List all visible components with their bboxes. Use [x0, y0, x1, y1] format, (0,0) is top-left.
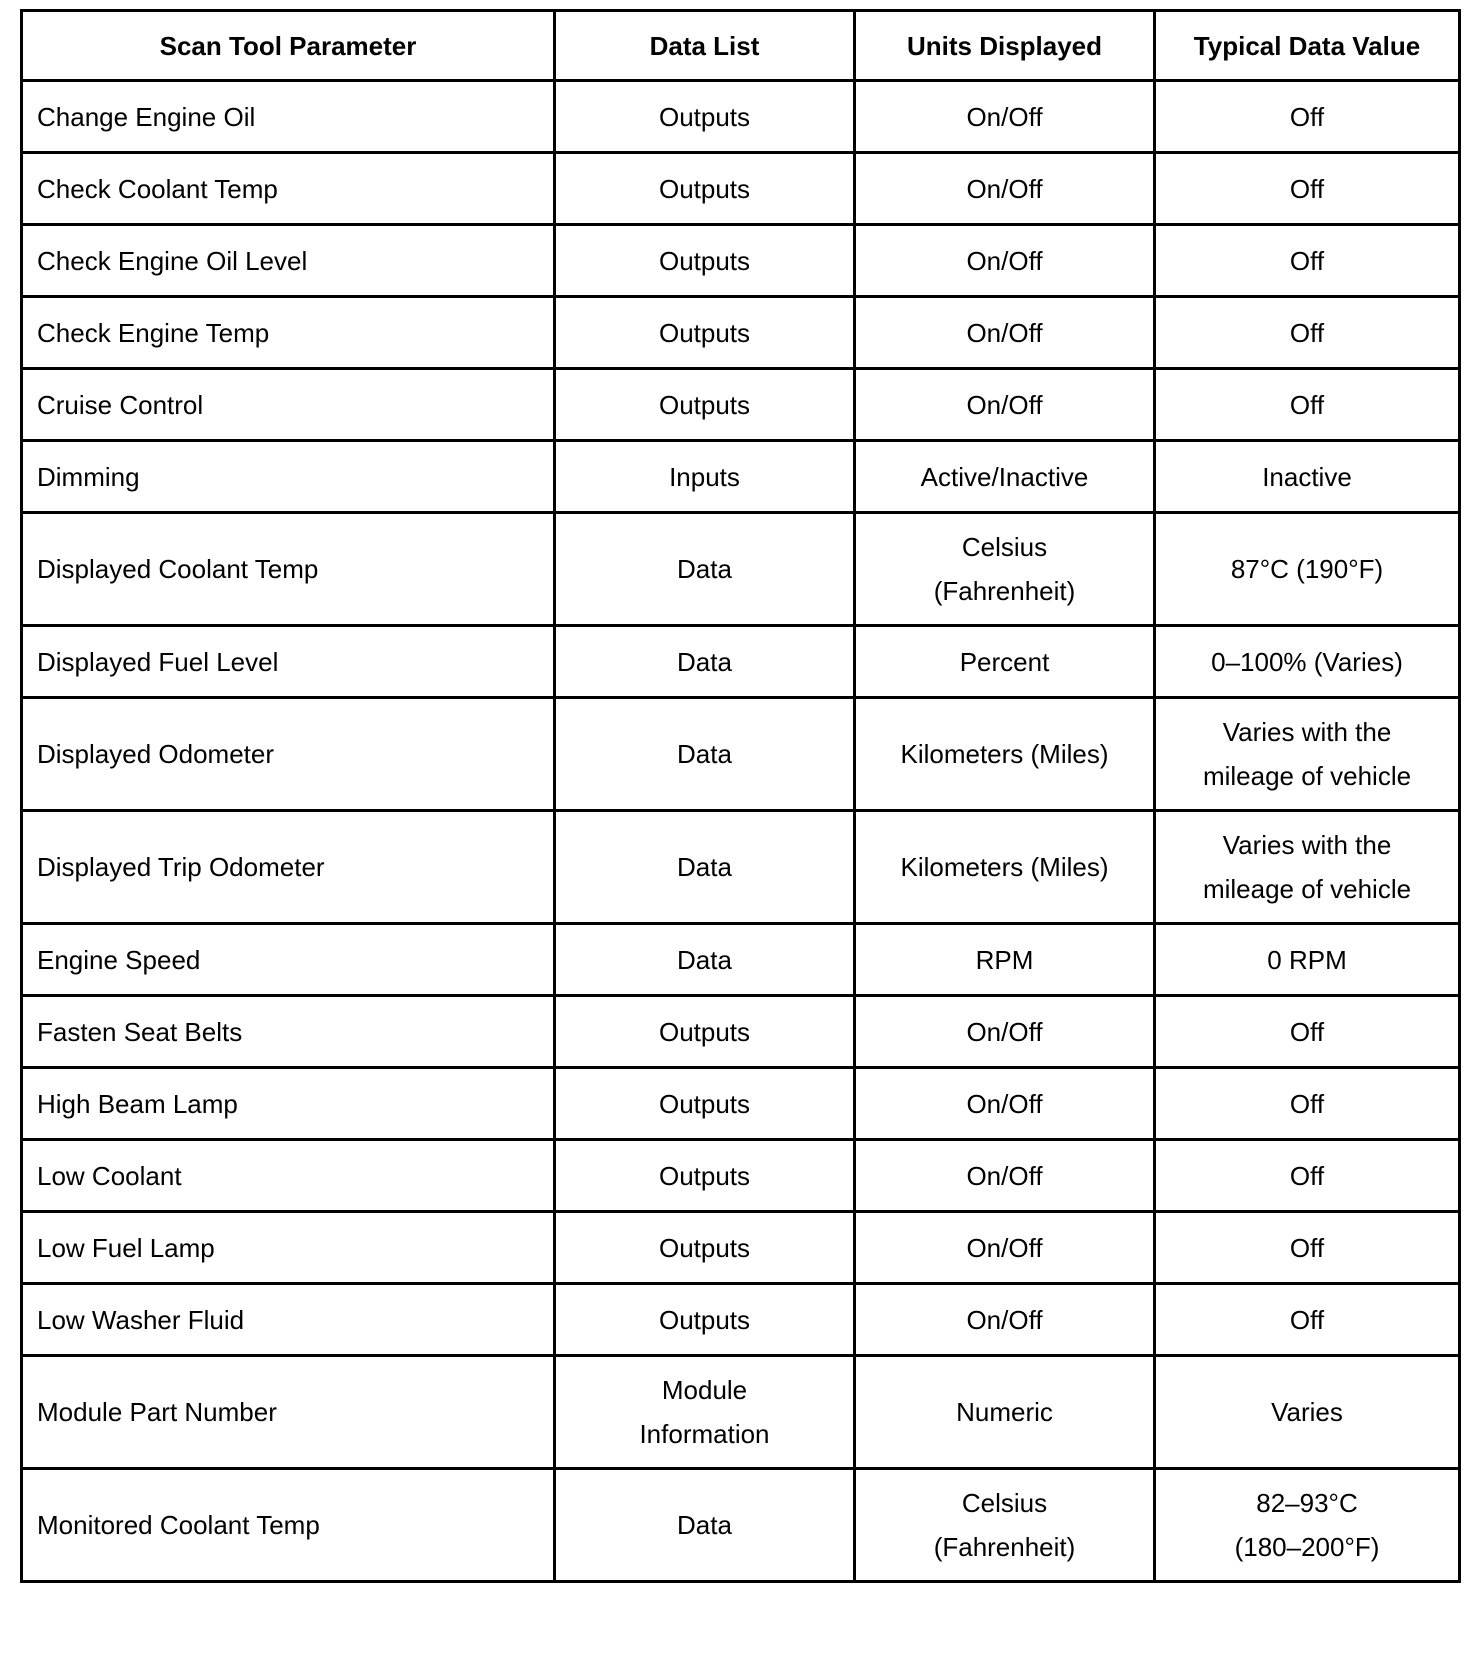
cell-scan-tool-parameter: Displayed Trip Odometer — [22, 811, 555, 924]
cell-typical-data-value-line: Off — [1289, 1160, 1325, 1191]
cell-scan-tool-parameter: Low Fuel Lamp — [22, 1212, 555, 1284]
cell-typical-data-value — [1155, 513, 1460, 626]
table-row — [22, 153, 1460, 225]
cell-data-list-line: Outputs — [658, 389, 751, 420]
cell-typical-data-value-line: mileage of vehicle — [1202, 874, 1412, 904]
cell-typical-data-value — [1155, 924, 1460, 996]
cell-typical-data-value-line: Off — [1289, 245, 1325, 276]
cell-units-displayed — [855, 1284, 1155, 1356]
cell-data-list-line: Outputs — [658, 1160, 751, 1191]
cell-scan-tool-parameter: Cruise Control — [22, 369, 555, 441]
cell-units-displayed — [855, 924, 1155, 996]
cell-units-displayed — [855, 1469, 1155, 1582]
cell-scan-tool-parameter: Displayed Fuel Level — [22, 626, 555, 698]
cell-units-displayed-line: On/Off — [966, 1160, 1043, 1191]
cell-units-displayed — [855, 225, 1155, 297]
cell-units-displayed-line: On/Off — [966, 1016, 1043, 1047]
table-row — [22, 811, 1460, 924]
cell-data-list-line: Information — [639, 1419, 770, 1449]
cell-units-displayed-line: On/Off — [966, 1088, 1043, 1119]
cell-scan-tool-parameter: High Beam Lamp — [22, 1068, 555, 1140]
cell-units-displayed — [855, 1068, 1155, 1140]
cell-scan-tool-parameter: Check Engine Oil Level — [22, 225, 555, 297]
cell-units-displayed — [855, 626, 1155, 698]
cell-data-list — [555, 1140, 855, 1212]
cell-typical-data-value-line: mileage of vehicle — [1202, 761, 1412, 791]
table-row — [22, 996, 1460, 1068]
cell-scan-tool-parameter: Low Washer Fluid — [22, 1284, 555, 1356]
table-row — [22, 698, 1460, 811]
cell-typical-data-value-line: Off — [1289, 1088, 1325, 1119]
cell-data-list — [555, 1212, 855, 1284]
cell-typical-data-value-line: Varies with the — [1222, 717, 1392, 747]
cell-typical-data-value — [1155, 1469, 1460, 1582]
cell-typical-data-value — [1155, 1284, 1460, 1356]
cell-units-displayed-line: On/Off — [966, 389, 1043, 420]
table-row — [22, 1284, 1460, 1356]
table-row — [22, 924, 1460, 996]
table-row — [22, 1212, 1460, 1284]
table-row — [22, 81, 1460, 153]
cell-typical-data-value — [1155, 1212, 1460, 1284]
cell-typical-data-value-line: 82–93°C — [1256, 1488, 1358, 1518]
cell-typical-data-value — [1155, 225, 1460, 297]
cell-data-list — [555, 698, 855, 811]
cell-units-displayed — [855, 153, 1155, 225]
cell-units-displayed — [855, 369, 1155, 441]
cell-data-list-line: Outputs — [658, 173, 751, 204]
cell-typical-data-value-line: Off — [1289, 1232, 1325, 1263]
cell-typical-data-value-line: Off — [1289, 389, 1325, 420]
cell-scan-tool-parameter: Change Engine Oil — [22, 81, 555, 153]
cell-data-list — [555, 1356, 855, 1469]
cell-data-list — [555, 81, 855, 153]
cell-scan-tool-parameter: Dimming — [22, 441, 555, 513]
cell-scan-tool-parameter: Fasten Seat Belts — [22, 996, 555, 1068]
cell-typical-data-value-line: Off — [1289, 317, 1325, 348]
cell-data-list-line: Outputs — [658, 317, 751, 348]
cell-scan-tool-parameter: Low Coolant — [22, 1140, 555, 1212]
cell-units-displayed-line: On/Off — [966, 1232, 1043, 1263]
cell-typical-data-value-line: Off — [1289, 1016, 1325, 1047]
cell-typical-data-value — [1155, 1356, 1460, 1469]
cell-scan-tool-parameter: Displayed Coolant Temp — [22, 513, 555, 626]
cell-units-displayed-line: RPM — [975, 944, 1034, 975]
cell-typical-data-value-line: (180–200°F) — [1234, 1532, 1380, 1562]
cell-typical-data-value — [1155, 698, 1460, 811]
cell-units-displayed — [855, 996, 1155, 1068]
cell-typical-data-value — [1155, 153, 1460, 225]
cell-scan-tool-parameter: Module Part Number — [22, 1356, 555, 1469]
cell-units-displayed-line: (Fahrenheit) — [933, 576, 1076, 606]
table-header — [22, 11, 1460, 81]
cell-data-list — [555, 924, 855, 996]
cell-units-displayed — [855, 81, 1155, 153]
cell-typical-data-value-line: Off — [1289, 101, 1325, 132]
cell-data-list — [555, 297, 855, 369]
cell-units-displayed — [855, 1356, 1155, 1469]
cell-scan-tool-parameter: Check Coolant Temp — [22, 153, 555, 225]
cell-data-list-line: Data — [677, 646, 732, 677]
table-row — [22, 1469, 1460, 1582]
cell-typical-data-value — [1155, 811, 1460, 924]
cell-data-list-line: Data — [677, 944, 732, 975]
cell-units-displayed — [855, 811, 1155, 924]
cell-data-list-line: Outputs — [658, 101, 751, 132]
cell-data-list-line: Outputs — [658, 1304, 751, 1335]
cell-data-list — [555, 1284, 855, 1356]
cell-typical-data-value-line: Varies with the — [1222, 830, 1392, 860]
table-row — [22, 1356, 1460, 1469]
table-row — [22, 297, 1460, 369]
table-row — [22, 369, 1460, 441]
cell-data-list — [555, 1068, 855, 1140]
table-row — [22, 1140, 1460, 1212]
cell-data-list — [555, 811, 855, 924]
cell-units-displayed-line: Kilometers (Miles) — [900, 739, 1109, 769]
cell-units-displayed-line: Percent — [959, 646, 1050, 677]
cell-data-list-line: Data — [677, 852, 732, 882]
cell-typical-data-value — [1155, 1140, 1460, 1212]
cell-typical-data-value-line: 0 RPM — [1267, 944, 1347, 975]
table-body — [22, 81, 1460, 1582]
cell-data-list — [555, 996, 855, 1068]
table-row — [22, 225, 1460, 297]
cell-typical-data-value — [1155, 441, 1460, 513]
cell-data-list — [555, 369, 855, 441]
cell-typical-data-value-line: 87°C (190°F) — [1230, 554, 1384, 584]
cell-typical-data-value — [1155, 626, 1460, 698]
cell-data-list — [555, 513, 855, 626]
table-row — [22, 626, 1460, 698]
cell-data-list-line: Data — [677, 1510, 732, 1540]
table-row — [22, 513, 1460, 626]
cell-scan-tool-parameter: Engine Speed — [22, 924, 555, 996]
cell-units-displayed-line: On/Off — [966, 173, 1043, 204]
table-row — [22, 1068, 1460, 1140]
cell-data-list-line: Outputs — [658, 1232, 751, 1263]
cell-typical-data-value-line: 0–100% (Varies) — [1211, 646, 1403, 677]
cell-data-list-line: Inputs — [669, 461, 740, 492]
cell-data-list — [555, 1469, 855, 1582]
cell-typical-data-value-line: Varies — [1271, 1397, 1343, 1427]
cell-units-displayed-line: (Fahrenheit) — [933, 1532, 1076, 1562]
cell-scan-tool-parameter: Check Engine Temp — [22, 297, 555, 369]
header-row — [22, 11, 1460, 81]
cell-data-list-line: Outputs — [658, 1016, 751, 1047]
header-typical-data-value: Typical Data Value — [1155, 11, 1460, 81]
cell-typical-data-value-line: Inactive — [1262, 461, 1352, 492]
cell-data-list-line: Outputs — [658, 245, 751, 276]
cell-typical-data-value — [1155, 1068, 1460, 1140]
cell-data-list — [555, 441, 855, 513]
cell-units-displayed-line: On/Off — [966, 101, 1043, 132]
cell-typical-data-value — [1155, 297, 1460, 369]
cell-units-displayed-line: On/Off — [966, 245, 1043, 276]
cell-data-list-line: Module — [661, 1375, 748, 1405]
cell-units-displayed-line: Celsius — [961, 532, 1048, 562]
cell-units-displayed-line: Active/Inactive — [920, 461, 1089, 492]
cell-units-displayed-line: Celsius — [961, 1488, 1048, 1518]
cell-scan-tool-parameter: Monitored Coolant Temp — [22, 1469, 555, 1582]
cell-scan-tool-parameter: Displayed Odometer — [22, 698, 555, 811]
cell-units-displayed — [855, 1212, 1155, 1284]
cell-units-displayed — [855, 1140, 1155, 1212]
cell-typical-data-value-line: Off — [1289, 1304, 1325, 1335]
cell-units-displayed-line: Numeric — [956, 1397, 1053, 1427]
cell-data-list-line: Outputs — [658, 1088, 751, 1119]
table-row — [22, 441, 1460, 513]
cell-data-list — [555, 626, 855, 698]
scan-tool-data-table — [20, 9, 1461, 1583]
cell-data-list — [555, 225, 855, 297]
cell-units-displayed-line: On/Off — [966, 317, 1043, 348]
header-data-list: Data List — [555, 11, 855, 81]
cell-typical-data-value-line: Off — [1289, 173, 1325, 204]
cell-units-displayed — [855, 513, 1155, 626]
cell-units-displayed — [855, 297, 1155, 369]
cell-data-list-line: Data — [677, 554, 732, 584]
cell-units-displayed-line: Kilometers (Miles) — [900, 852, 1109, 882]
header-units-displayed: Units Displayed — [855, 11, 1155, 81]
cell-units-displayed — [855, 698, 1155, 811]
cell-typical-data-value — [1155, 996, 1460, 1068]
cell-typical-data-value — [1155, 81, 1460, 153]
cell-units-displayed — [855, 441, 1155, 513]
cell-data-list — [555, 153, 855, 225]
cell-units-displayed-line: On/Off — [966, 1304, 1043, 1335]
header-scan-tool-parameter: Scan Tool Parameter — [22, 11, 555, 81]
cell-typical-data-value — [1155, 369, 1460, 441]
cell-data-list-line: Data — [677, 739, 732, 769]
